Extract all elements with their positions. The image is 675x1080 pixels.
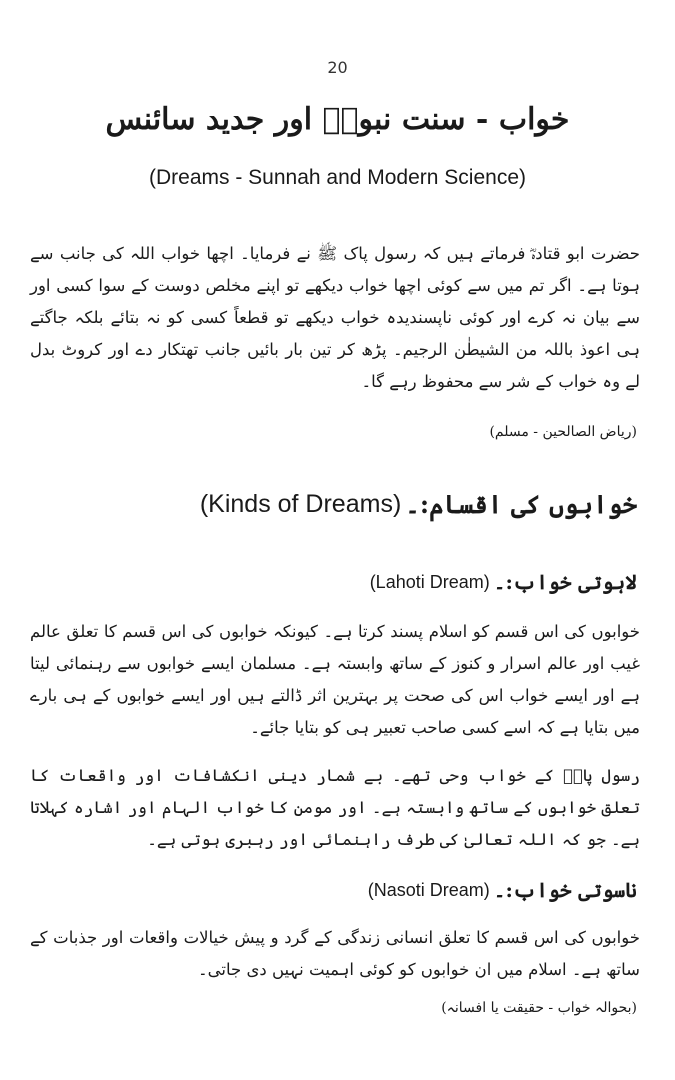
nasoti-reference: (بحوالہ خواب - حقیقت یا افسانہ) <box>441 1000 637 1016</box>
nasoti-dream-heading <box>368 878 637 902</box>
nasoti-heading-urdu: ناسوتی خواب:۔ <box>493 878 637 902</box>
lahoti-dream-heading <box>370 570 637 594</box>
hadith-paragraph: حضرت ابو قتادہؓ فرماتے ہیں کہ رسول پاک ﷺ نے فرمایا۔ اچھا خواب اللہ کی جانب سے ہوتا ہے۔ اگر تم میں سے کوئی اچھا خواب دیکھے تو اپنے مخلص دوست کے سوا کسی اور سے بیان نہ کرے اور کوئی ناپسندیدہ خواب دیکھے تو قطعاً کسی کو نہ بتائے بلکہ جاگتے ہی اعوذ باللہ من الشیطٰن الرجیم۔ پڑھ کر تین بار بائیں جانب تھتکار دے اور کروٹ بدل لے وہ خواب کے شر سے محفوظ رہے گا۔ <box>30 244 640 391</box>
kinds-heading-english: (Kinds of Dreams) <box>199 490 402 518</box>
page-number: 20 <box>327 58 348 77</box>
lahoti-paragraph-2: رسول پاکؐ کے خواب وحی تھے۔ بے شمار دینی انکشافات اور واقعات کا تعلق خوابوں کے ساتھ وابستہ ہے۔ اور مومن کا خواب الہام اور اشارہ کہلاتا ہے۔ جو کہ اللہ تعالیٰ کی طرف راہنمائی اور رہبری ہوتی ہے۔ <box>30 766 640 849</box>
lahoti-paragraph-1: خوابوں کی اس قسم کو اسلام پسند کرتا ہے۔ کیونکہ خوابوں کی اس قسم کا تعلق عالم غیب اور عالم اسرار و کنوز کے ساتھ وابستہ ہے۔ مسلمان ایسے خوابوں سے رہنمائی لیتا ہے اور ایسے خواب اس کی صحت پر بہترین اثر ڈالتے ہیں اور ایسے خوابوں کے ہی بارے میں بتایا ہے کہ اسے کسی صاحب تعبیر ہی کو بتایا جائے۔ <box>30 622 640 737</box>
kinds-heading-urdu: خوابوں کی اقسام:۔ <box>405 490 637 519</box>
hadith-reference: (ریاض الصالحین - مسلم) <box>489 424 637 440</box>
lahoti-heading-english: (Lahoti Dream) <box>369 571 490 592</box>
lahoti-heading-urdu: لاہوتی خواب:۔ <box>493 570 637 594</box>
kinds-of-dreams-heading <box>200 490 637 519</box>
page-title-english: (Dreams - Sunnah and Modern Science) <box>148 166 526 189</box>
nasoti-heading-english: (Nasoti Dream) <box>367 879 490 900</box>
page-title-urdu: خواب - سنت نبویؐ اور جدید سائنس <box>105 102 570 137</box>
nasoti-paragraph: خوابوں کی اس قسم کا تعلق انسانی زندگی کے گرد و پیش خیالات واقعات اور جذبات کے ساتھ ہے۔ اسلام میں ان خوابوں کو کوئی اہمیت نہیں دی جاتی۔ <box>30 928 640 979</box>
